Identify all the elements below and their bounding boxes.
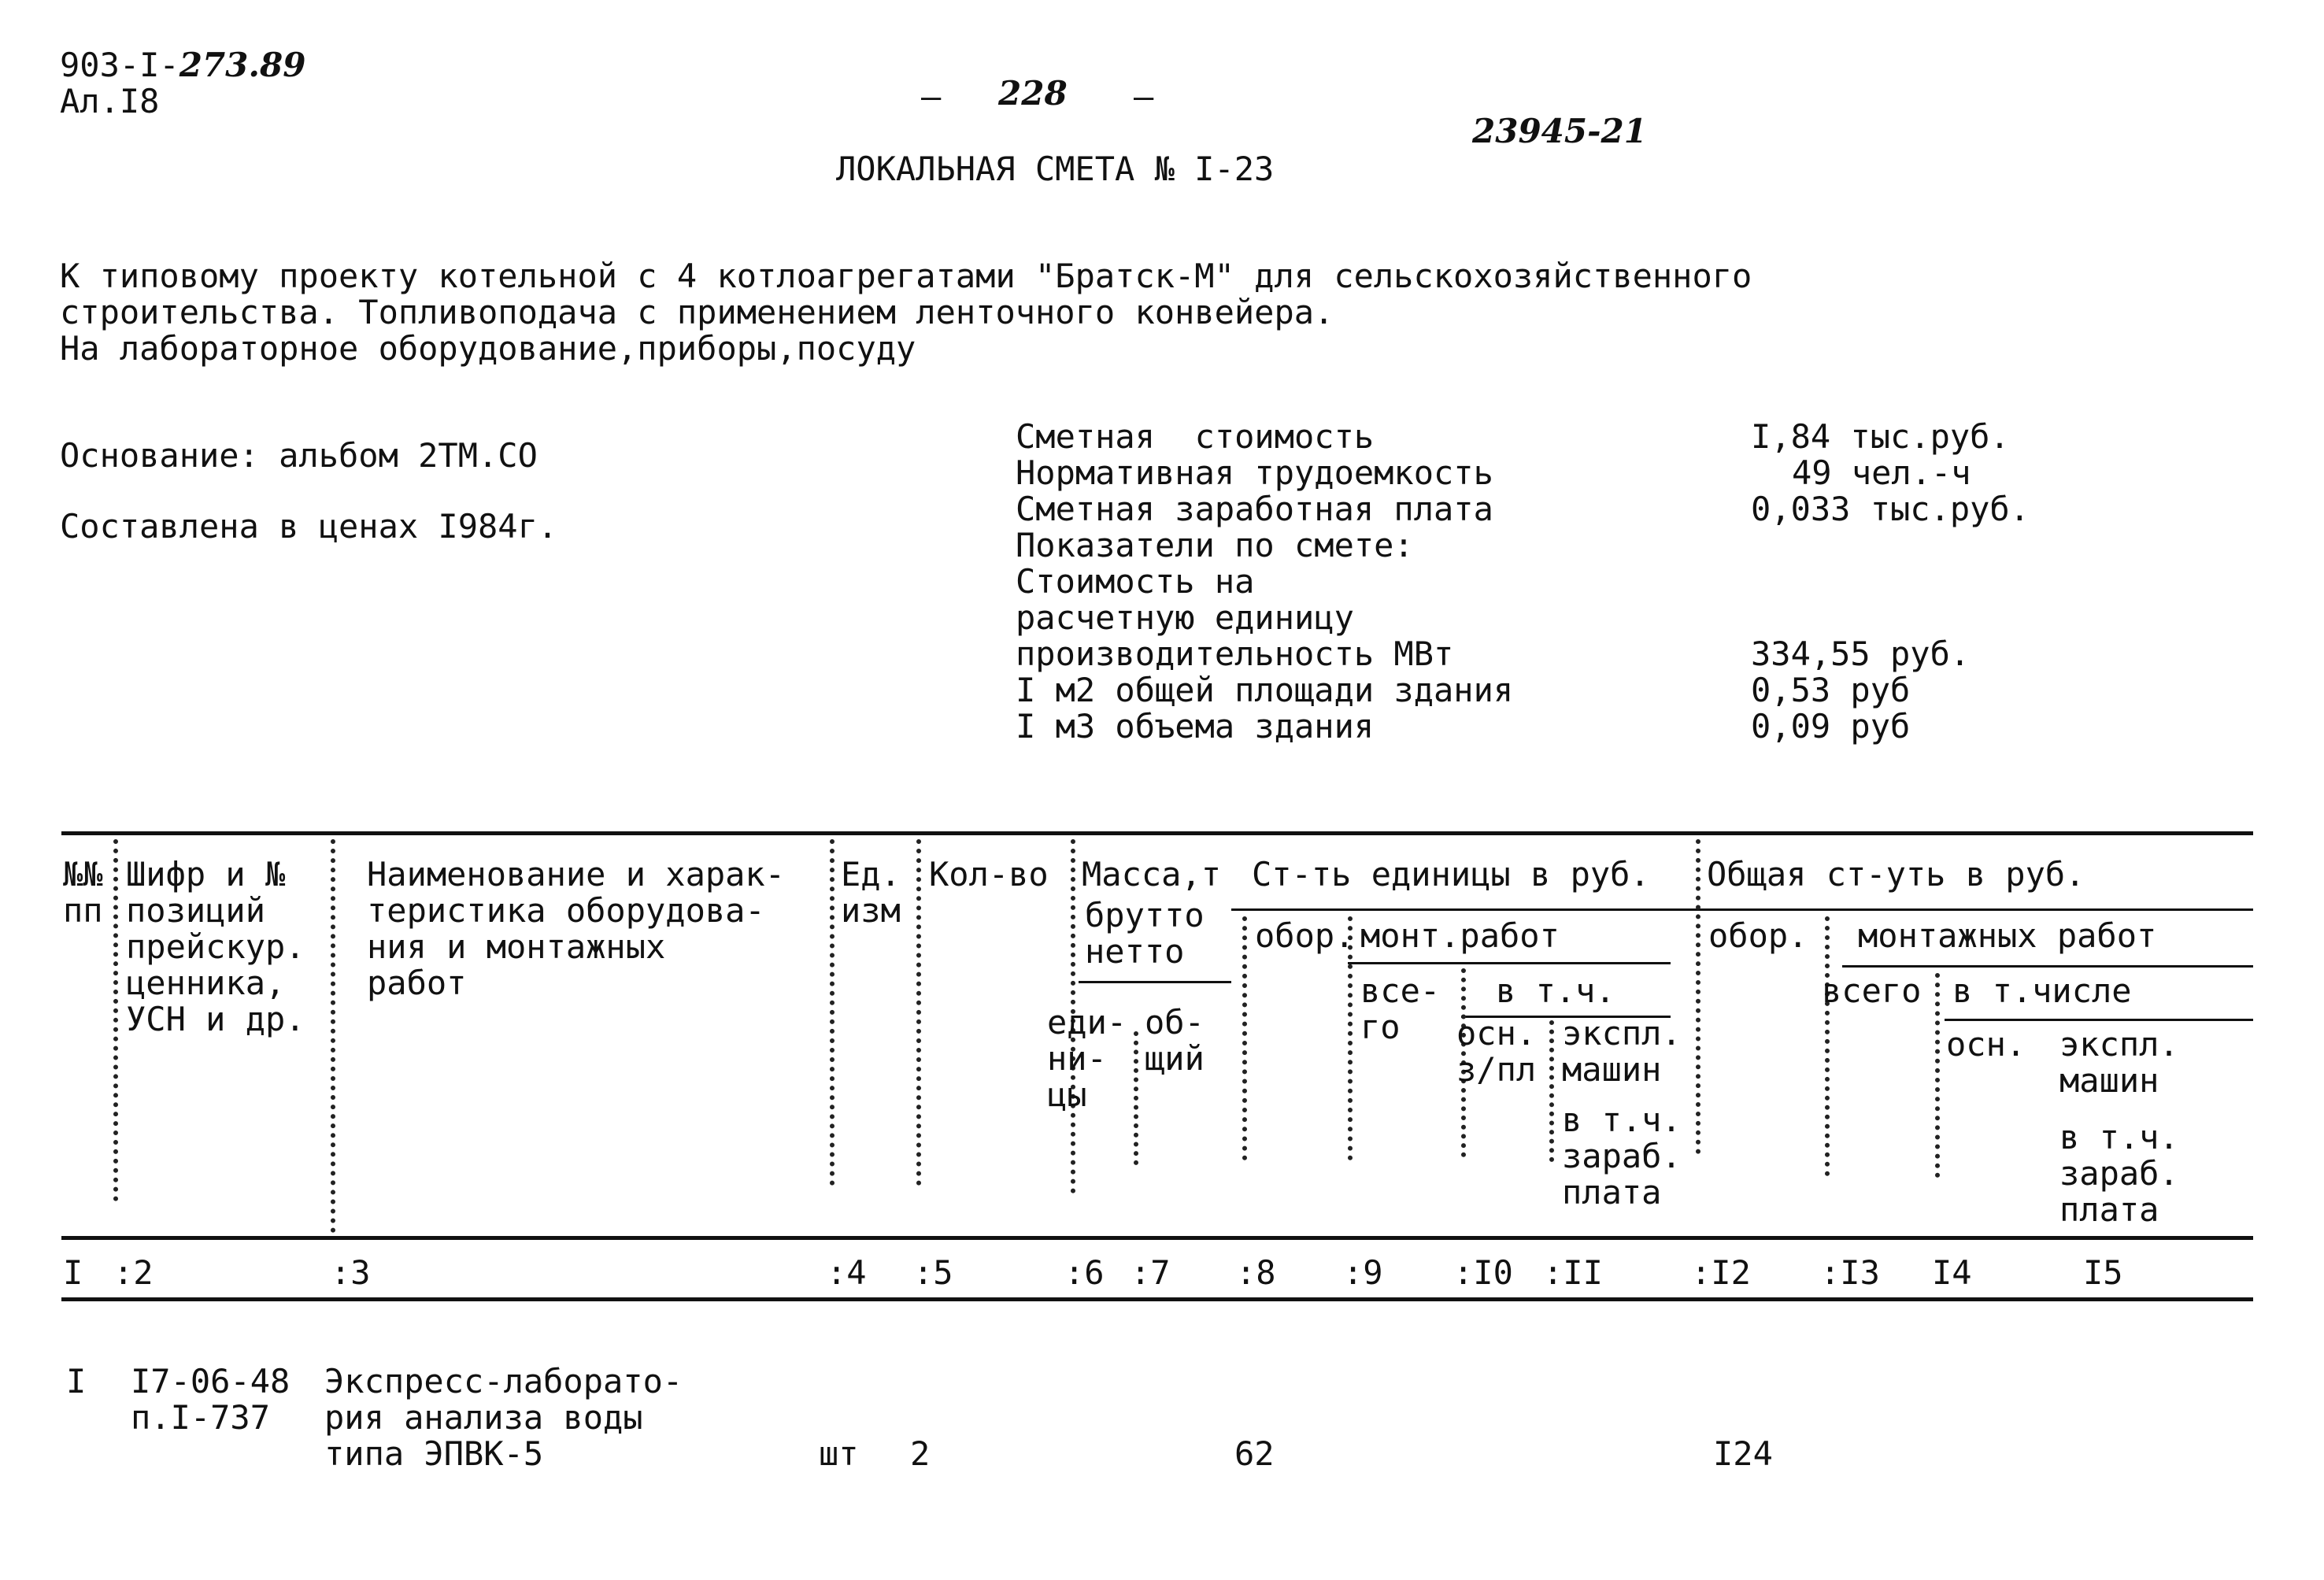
column-number-4: :4 bbox=[827, 1253, 867, 1292]
summary-value-per-m2: 0,53 руб bbox=[1751, 671, 1911, 709]
column-separator bbox=[1134, 1031, 1138, 1165]
column-numbers-rule bbox=[61, 1297, 2253, 1301]
mont-total-underline bbox=[1842, 965, 2253, 968]
column-separator bbox=[916, 839, 921, 1186]
header-mass-gross: брутто bbox=[1085, 896, 1205, 934]
page-title: ЛОКАЛЬНАЯ СМЕТА № I-23 bbox=[836, 150, 1275, 188]
header-base-wage: осн. з/пл bbox=[1456, 1014, 1537, 1089]
column-number-13: :I3 bbox=[1820, 1253, 1880, 1292]
column-number-7: :7 bbox=[1131, 1253, 1171, 1292]
header-mont-total-all: всего bbox=[1822, 971, 1922, 1010]
column-number-3: :3 bbox=[331, 1253, 371, 1292]
column-number-1: I bbox=[63, 1253, 83, 1292]
column-separator bbox=[1935, 973, 1940, 1178]
header-unit-equipment: обор. bbox=[1255, 916, 1355, 955]
header-total-base: осн. bbox=[1946, 1025, 2026, 1064]
header-total-equipment: обор. bbox=[1708, 916, 1808, 955]
header-name: Наименование и харак- теристика оборудова- ния и монтажных работ bbox=[367, 855, 786, 1002]
row-total-equipment-cost: I24 bbox=[1713, 1434, 1773, 1473]
header-mont-incl: в т.ч. bbox=[1496, 971, 1615, 1010]
album-number: Ал.I8 bbox=[60, 82, 160, 120]
header-machines: экспл. машин bbox=[1562, 1014, 1682, 1089]
column-number-6: :6 bbox=[1064, 1253, 1105, 1292]
header-total-machines: экспл. машин bbox=[2059, 1025, 2179, 1100]
column-separator bbox=[1549, 1020, 1554, 1162]
header-mont-works: монт.работ bbox=[1360, 916, 1560, 955]
column-number-2: :2 bbox=[113, 1253, 154, 1292]
column-number-9: :9 bbox=[1343, 1253, 1383, 1292]
header-mont-all: все- го bbox=[1360, 971, 1441, 1046]
column-number-11: :II bbox=[1543, 1253, 1603, 1292]
intro-line-3: На лабораторное оборудование,приборы,посуду bbox=[60, 329, 916, 368]
header-unit: Ед. изм bbox=[841, 855, 901, 930]
column-number-12: :I2 bbox=[1691, 1253, 1751, 1292]
column-separator bbox=[113, 839, 118, 1201]
header-code: Шифр и № позиций прейскур. ценника, УСН и др. bbox=[126, 855, 305, 1038]
header-total-cost: Общая ст-уть в руб. bbox=[1707, 855, 2085, 894]
mont-underline bbox=[1348, 962, 1671, 964]
summary-label-cost: Сметная стоимость bbox=[1016, 417, 1375, 456]
column-separator bbox=[830, 839, 834, 1186]
summary-value-wage: 0,033 тыс.руб. bbox=[1751, 490, 2030, 528]
header-row-number: №№ пп bbox=[63, 855, 103, 930]
header-bottom-rule bbox=[61, 1236, 2253, 1240]
column-separator bbox=[1242, 916, 1247, 1160]
column-number-14: I4 bbox=[1932, 1253, 1972, 1292]
column-number-5: :5 bbox=[913, 1253, 953, 1292]
row-number: I bbox=[66, 1362, 87, 1401]
intro-line-1: К типовому проекту котельной с 4 котлоагрегатами "Братск-М" для сельскохозяйственного bbox=[60, 257, 1752, 295]
header-mass: Масса,т bbox=[1082, 855, 1222, 894]
basis-album: Основание: альбом 2ТМ.СО bbox=[60, 436, 538, 475]
row-unit-equipment-cost: 62 bbox=[1234, 1434, 1275, 1473]
summary-label-cost-per: Стоимость на bbox=[1016, 562, 1255, 601]
summary-value-cost: I,84 тыс.руб. bbox=[1751, 417, 2010, 456]
header-mass-unit: еди- ни- цы bbox=[1047, 1003, 1127, 1114]
header-machines-wage: в т.ч. зараб. плата bbox=[1562, 1101, 1682, 1212]
row-name: Экспресс-лаборато- рия анализа воды типа ЭПВК-5 bbox=[324, 1362, 683, 1473]
summary-label-per-m2: I м2 общей площади здания bbox=[1016, 671, 1514, 709]
header-unit-cost: Ст-ть единицы в руб. bbox=[1252, 855, 1650, 894]
basis-prices: Составлена в ценах I984г. bbox=[60, 507, 558, 546]
header-mont-total: монтажных работ bbox=[1858, 916, 2157, 955]
column-separator bbox=[1696, 839, 1700, 1154]
summary-label-indicators: Показатели по смете: bbox=[1016, 526, 1414, 564]
summary-label-unit: расчетную единицу bbox=[1016, 598, 1354, 637]
column-number-10: :I0 bbox=[1453, 1253, 1513, 1292]
document-code-printed: 903-I- bbox=[60, 46, 179, 84]
row-code: I7-06-48 п.I-737 bbox=[131, 1362, 290, 1437]
header-mass-total: об- щий bbox=[1145, 1003, 1205, 1078]
page-number: 228 bbox=[998, 74, 1068, 113]
unit-cost-underline bbox=[1231, 908, 2253, 911]
intro-line-2: строительства. Топливоподача с применением ленточного конвейера. bbox=[60, 293, 1334, 331]
document-code bbox=[60, 47, 305, 83]
table-top-rule bbox=[61, 831, 2253, 835]
summary-label-labor: Нормативная трудоемкость bbox=[1016, 453, 1493, 492]
row-unit: шт bbox=[819, 1434, 859, 1473]
row-quantity: 2 bbox=[910, 1434, 931, 1473]
mass-underline bbox=[1079, 981, 1231, 983]
document-code-handwritten: 273.89 bbox=[179, 46, 306, 84]
header-mont-total-incl: в т.числе bbox=[1952, 971, 2132, 1010]
column-number-8: :8 bbox=[1236, 1253, 1276, 1292]
column-separator bbox=[331, 839, 335, 1233]
summary-label-per-m3: I м3 объема здания bbox=[1016, 707, 1375, 746]
vtchisle-underline bbox=[1945, 1019, 2253, 1021]
header-quantity: Кол-во bbox=[929, 855, 1049, 894]
stamp-number: 23945-21 bbox=[1472, 112, 1647, 150]
summary-value-per-m3: 0,09 руб bbox=[1751, 707, 1911, 746]
header-total-machines-wage: в т.ч. зараб. плата bbox=[2059, 1118, 2179, 1229]
summary-value-per-mw: 334,55 руб. bbox=[1751, 635, 1971, 673]
summary-label-per-mw: производительность МВт bbox=[1016, 635, 1454, 673]
header-mass-net: нетто bbox=[1085, 932, 1185, 971]
column-separator bbox=[1825, 916, 1830, 1176]
page-dash-left: – bbox=[921, 77, 942, 116]
column-number-15: I5 bbox=[2083, 1253, 2123, 1292]
page-dash-right: – bbox=[1134, 77, 1154, 116]
summary-value-labor: 49 чел.-ч bbox=[1792, 453, 1971, 492]
summary-label-wage: Сметная заработная плата bbox=[1016, 490, 1493, 528]
